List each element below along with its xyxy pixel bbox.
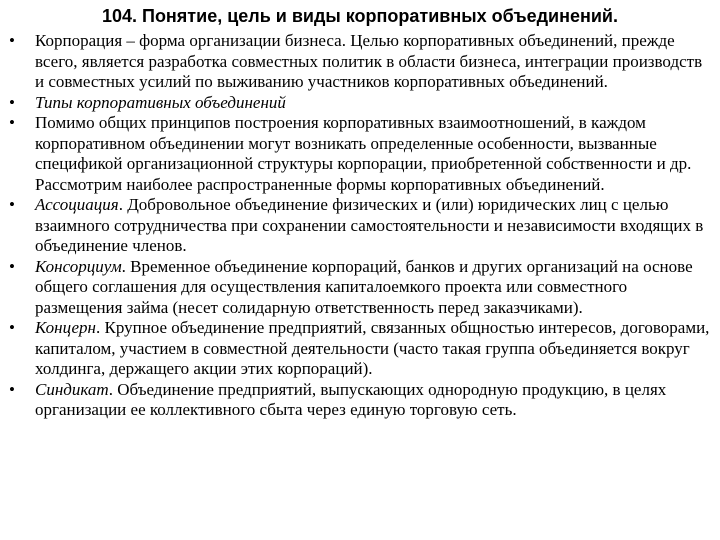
bullet-term: Синдикат xyxy=(35,379,109,399)
bullet-text: . Крупное объединение предприятий, связанных общностью интересов, договорами, капиталом, участием в совместной деятельности (часто такая группа объединяется вокруг холдинга, держащего акции этих корпораций). xyxy=(35,318,710,378)
bullet-item-features xyxy=(0,113,716,195)
bullet-icon: • xyxy=(9,195,15,214)
bullet-term: Концерн xyxy=(35,318,96,337)
bullet-text: . Добровольное объединение физических и (или) юридических лиц с целью взаимного сотрудничества при сохранении самостоятельности и независимости входящих в объединение членов. xyxy=(35,195,704,255)
bullet-list xyxy=(0,31,716,421)
bullet-item-corporation xyxy=(0,31,716,93)
bullet-icon: • xyxy=(9,318,15,337)
slide-title: 104. Понятие, цель и виды корпоративных объединений. xyxy=(101,6,619,26)
bullet-term: Консорциум xyxy=(35,256,122,276)
bullet-text: . Объединение предприятий, выпускающих однородную продукцию, в целях организации ее коллективного сбыта через единую торговую сеть. xyxy=(35,379,667,419)
bullet-term: Типы корпоративных объединений xyxy=(35,92,286,112)
bullet-item-concern xyxy=(0,318,716,380)
bullet-text: . Временное объединение корпораций, банков и других организаций на основе общего соглашения для осуществления капиталоемкого проекта или совместного размещения займа (несет солидарную ответственность перед заказчиками). xyxy=(35,256,693,317)
bullet-term: Ассоциация xyxy=(35,195,119,214)
bullet-item-consortium xyxy=(0,257,716,319)
bullet-item-association xyxy=(0,195,716,257)
bullet-text: Помимо общих принципов построения корпоративных взаимоотношений, в каждом корпоративном объединении могут возникать определенные особенности, вызванные спецификой организационной структуры корпорации, приобретенной собственности и др. Рассмотрим наиболее распространенные формы корпоративных объединений. xyxy=(35,113,692,194)
bullet-icon: • xyxy=(9,379,15,399)
bullet-icon: • xyxy=(9,113,15,132)
bullet-icon: • xyxy=(9,256,15,276)
bullet-text: Корпорация – форма организации бизнеса. Целью корпоративных объединений, прежде всего, является разработка совместных политик в области бизнеса, интеграции производств и совместных усилий по выживанию участников корпоративных объединений. xyxy=(35,31,703,91)
bullet-item-types xyxy=(0,93,716,114)
bullet-item-syndicate xyxy=(0,380,716,421)
bullet-icon: • xyxy=(9,31,15,50)
bullet-icon: • xyxy=(9,92,15,112)
